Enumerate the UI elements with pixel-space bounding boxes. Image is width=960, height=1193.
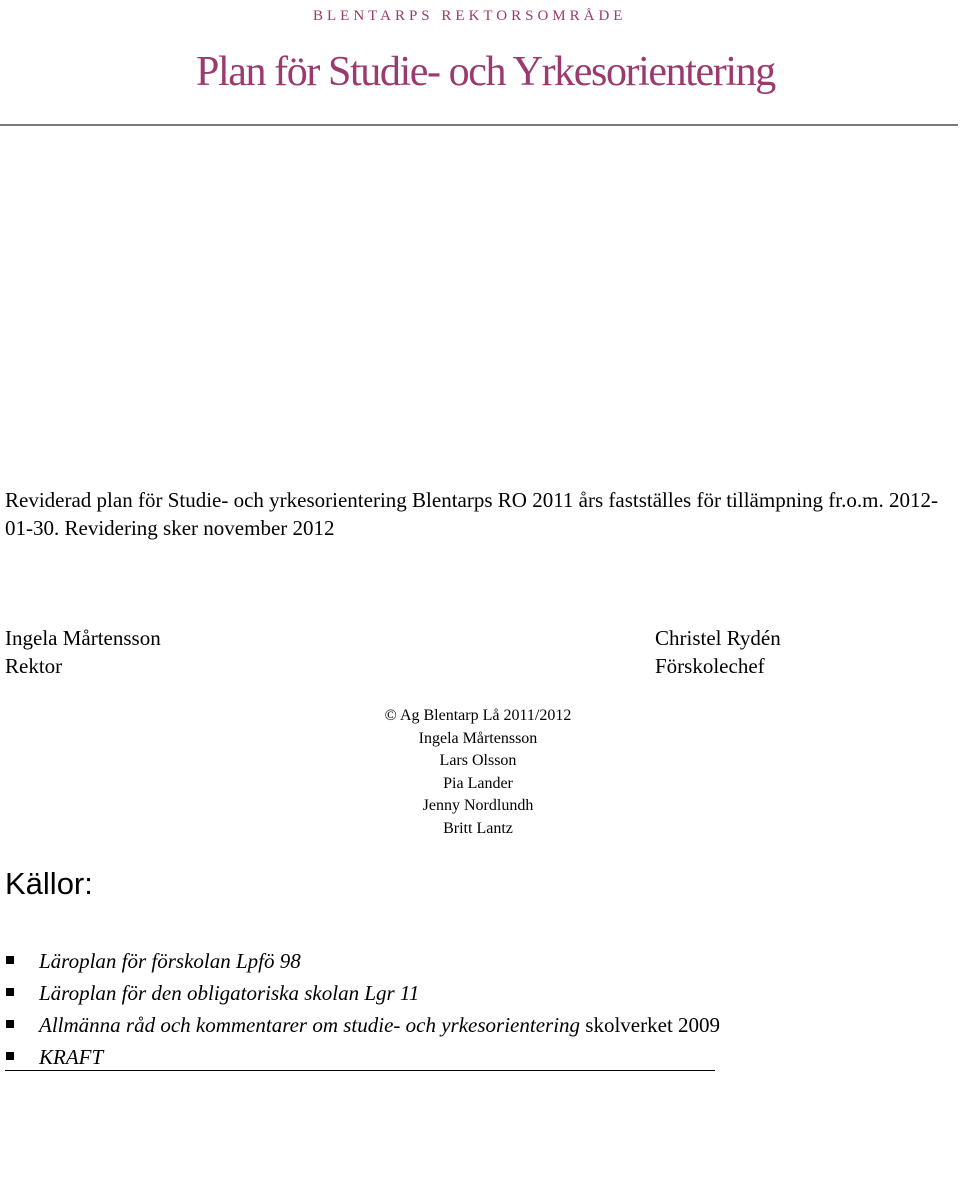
signature-right <box>655 624 781 680</box>
square-bullet-icon <box>6 988 14 996</box>
signature-left-name: Ingela Mårtensson <box>5 626 161 650</box>
document-title: Plan för Studie- och Yrkesorientering <box>196 49 775 95</box>
signature-right-role: Förskolechef <box>655 654 765 678</box>
square-bullet-icon <box>6 956 14 964</box>
square-bullet-icon <box>6 1020 14 1028</box>
source-title: Läroplan för den obligatoriska skolan Lgr 11 <box>39 981 420 1005</box>
sources-heading: Källor: <box>5 866 93 901</box>
intro-paragraph: Reviderad plan för Studie- och yrkesorientering Blentarps RO 2011 års fastställes för tillämpning fr.o.m. 2012-01-30. Revidering sker november 2012 <box>5 488 938 540</box>
organization-name: BLENTARPS REKTORSOMRÅDE <box>313 8 627 24</box>
source-title: KRAFT <box>39 1045 104 1069</box>
source-title: Läroplan för förskolan Lpfö 98 <box>39 949 301 973</box>
credit-member: Britt Lantz <box>443 819 513 837</box>
header-divider <box>0 124 958 126</box>
source-item <box>0 1009 720 1041</box>
source-item <box>0 977 720 1009</box>
footer-divider <box>5 1070 715 1071</box>
credit-member: Ingela Mårtensson <box>418 729 538 747</box>
source-item <box>0 945 720 977</box>
signature-left-role: Rektor <box>5 654 63 678</box>
source-title: Allmänna råd och kommentarer om studie- och yrkesorientering <box>39 1013 581 1037</box>
source-note: skolverket 2009 <box>580 1013 721 1037</box>
credit-member: Jenny Nordlundh <box>422 797 534 814</box>
credit-member: Pia Lander <box>443 774 513 792</box>
sources-list <box>0 945 720 1073</box>
signature-left <box>5 624 161 680</box>
credit-member: Lars Olsson <box>439 752 517 769</box>
credits-block <box>298 705 658 840</box>
signature-right-name: Christel Rydén <box>655 626 781 650</box>
square-bullet-icon <box>6 1052 14 1060</box>
source-item <box>0 1041 720 1073</box>
copyright-line: © Ag Blentarp Lå 2011/2012 <box>384 707 572 724</box>
